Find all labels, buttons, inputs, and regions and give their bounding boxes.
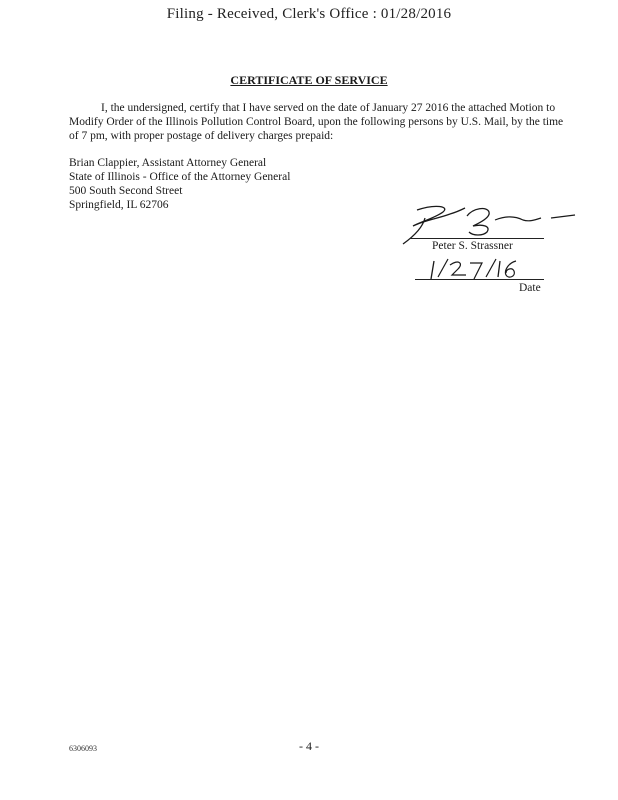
date-line xyxy=(415,279,544,280)
signature-line xyxy=(410,238,544,239)
recipient-name: Brian Clappier, Assistant Attorney General xyxy=(69,157,267,169)
certificate-body xyxy=(69,101,569,143)
document-code: 6306093 xyxy=(69,744,97,753)
recipient-address-block xyxy=(69,156,290,212)
filing-stamp-header: Filing - Received, Clerk's Office : 01/28/2016 xyxy=(166,6,452,22)
certificate-body-text: I, the undersigned, certify that I have served on the date of January 27 2016 the attached Motion to Modify Order of the Illinois Pollution Control Board, upon the following persons by U.S. Mail, by the time of 7 pm, with proper postage of delivery charges prepaid: xyxy=(69,102,564,142)
certificate-heading: CERTIFICATE OF SERVICE xyxy=(230,73,388,87)
date-label: Date xyxy=(519,282,541,294)
recipient-office: State of Illinois - Office of the Attorney General xyxy=(69,171,291,183)
signer-name: Peter S. Strassner xyxy=(432,240,513,252)
recipient-street: 500 South Second Street xyxy=(69,185,183,197)
handwritten-date xyxy=(422,255,532,281)
page-number: - 4 - xyxy=(299,739,319,753)
recipient-city: Springfield, IL 62706 xyxy=(69,199,169,211)
